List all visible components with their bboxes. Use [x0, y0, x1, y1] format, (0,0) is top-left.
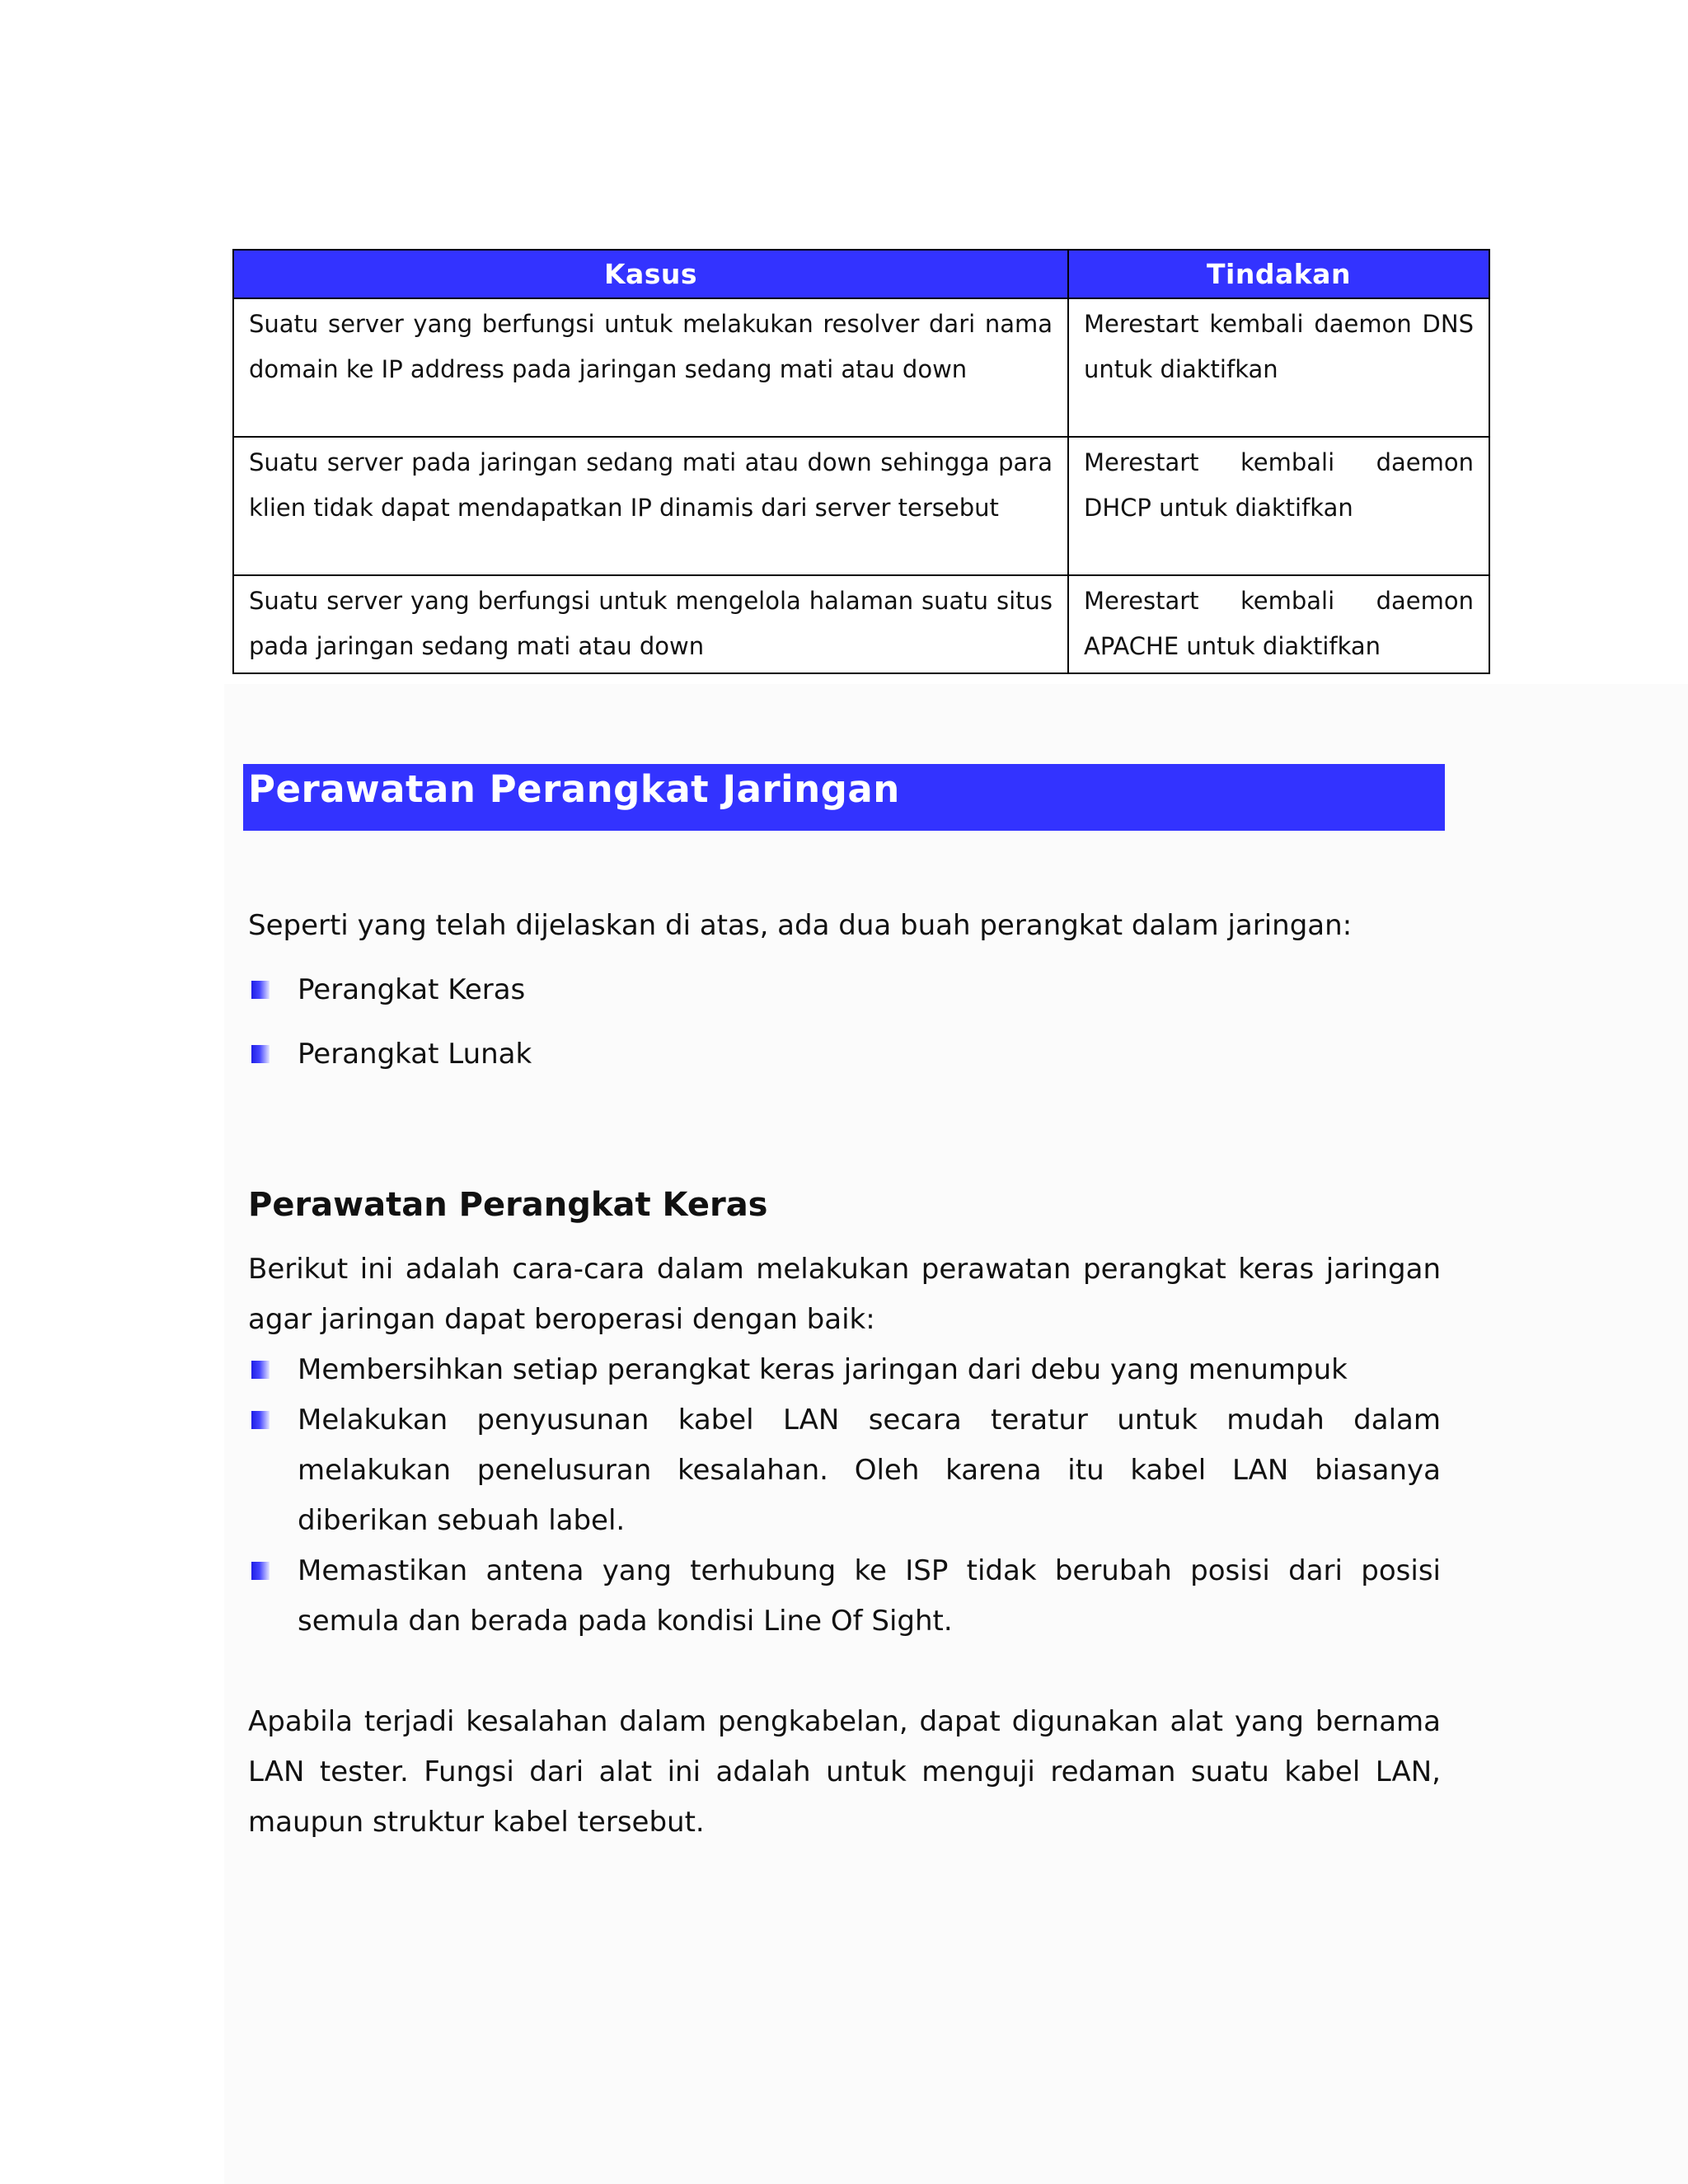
table-row — [233, 298, 1489, 437]
section-intro: Seperti yang telah dijelaskan di atas, ada dua buah perangkat dalam jaringan: — [248, 909, 1353, 942]
list-item-text: Memastikan antena yang terhubung ke ISP tidak berubah posisi dari posisi semula dan berada pada kondisi Line Of Sight. — [298, 1554, 1441, 1638]
table-row — [233, 575, 1489, 673]
hardware-heading: Perawatan Perangkat Keras — [248, 1186, 768, 1224]
device-type-list — [248, 965, 1441, 1080]
case-cell: Suatu server yang berfungsi untuk melakukan resolver dari nama domain ke IP address pada jaringan sedang mati atau down — [233, 298, 1068, 437]
hardware-steps-list — [248, 1345, 1441, 1647]
action-cell: Merestart kembali daemon DNS untuk diaktifkan — [1068, 298, 1489, 437]
section-title: Perawatan Perangkat Jaringan — [248, 767, 900, 811]
list-item-text: Membersihkan setiap perangkat keras jaringan dari debu yang menumpuk — [298, 1353, 1348, 1386]
table-row — [233, 437, 1489, 575]
square-bullet-icon — [251, 981, 270, 999]
square-bullet-icon — [251, 1562, 270, 1580]
list-item — [248, 1546, 1441, 1647]
hardware-intro: Berikut ini adalah cara-cara dalam melakukan perawatan perangkat keras jaringan agar jaringan dapat beroperasi dengan baik: — [248, 1253, 1441, 1336]
hardware-closing: Apabila terjadi kesalahan dalam pengkabelan, dapat digunakan alat yang bernama LAN tester. Fungsi dari alat ini adalah untuk menguji redaman suatu kabel LAN, maupun struktur kabel tersebut. — [248, 1705, 1441, 1839]
list-item — [248, 1395, 1441, 1546]
case-cell: Suatu server yang berfungsi untuk mengelola halaman suatu situs pada jaringan sedang mati atau down — [233, 575, 1068, 673]
square-bullet-icon — [251, 1045, 270, 1063]
section-banner — [243, 764, 1445, 831]
action-cell: Merestart kembali daemon APACHE untuk diaktifkan — [1068, 575, 1489, 673]
column-header-kasus: Kasus — [233, 250, 1068, 298]
list-item — [248, 1029, 1441, 1080]
square-bullet-icon — [251, 1361, 270, 1379]
case-cell: Suatu server pada jaringan sedang mati atau down sehingga para klien tidak dapat mendapatkan IP dinamis dari server tersebut — [233, 437, 1068, 575]
square-bullet-icon — [251, 1411, 270, 1429]
table-header-row — [233, 250, 1489, 298]
column-header-tindakan: Tindakan — [1068, 250, 1489, 298]
list-item-text: Perangkat Lunak — [298, 1038, 532, 1071]
action-cell: Merestart kembali daemon DHCP untuk diaktifkan — [1068, 437, 1489, 575]
case-action-table — [232, 249, 1490, 674]
list-item — [248, 965, 1441, 1015]
list-item — [248, 1345, 1441, 1395]
list-item-text: Perangkat Keras — [298, 973, 526, 1006]
list-item-text: Melakukan penyusunan kabel LAN secara teratur untuk mudah dalam melakukan penelusuran kesalahan. Oleh karena itu kabel LAN biasanya diberikan sebuah label. — [298, 1404, 1441, 1537]
